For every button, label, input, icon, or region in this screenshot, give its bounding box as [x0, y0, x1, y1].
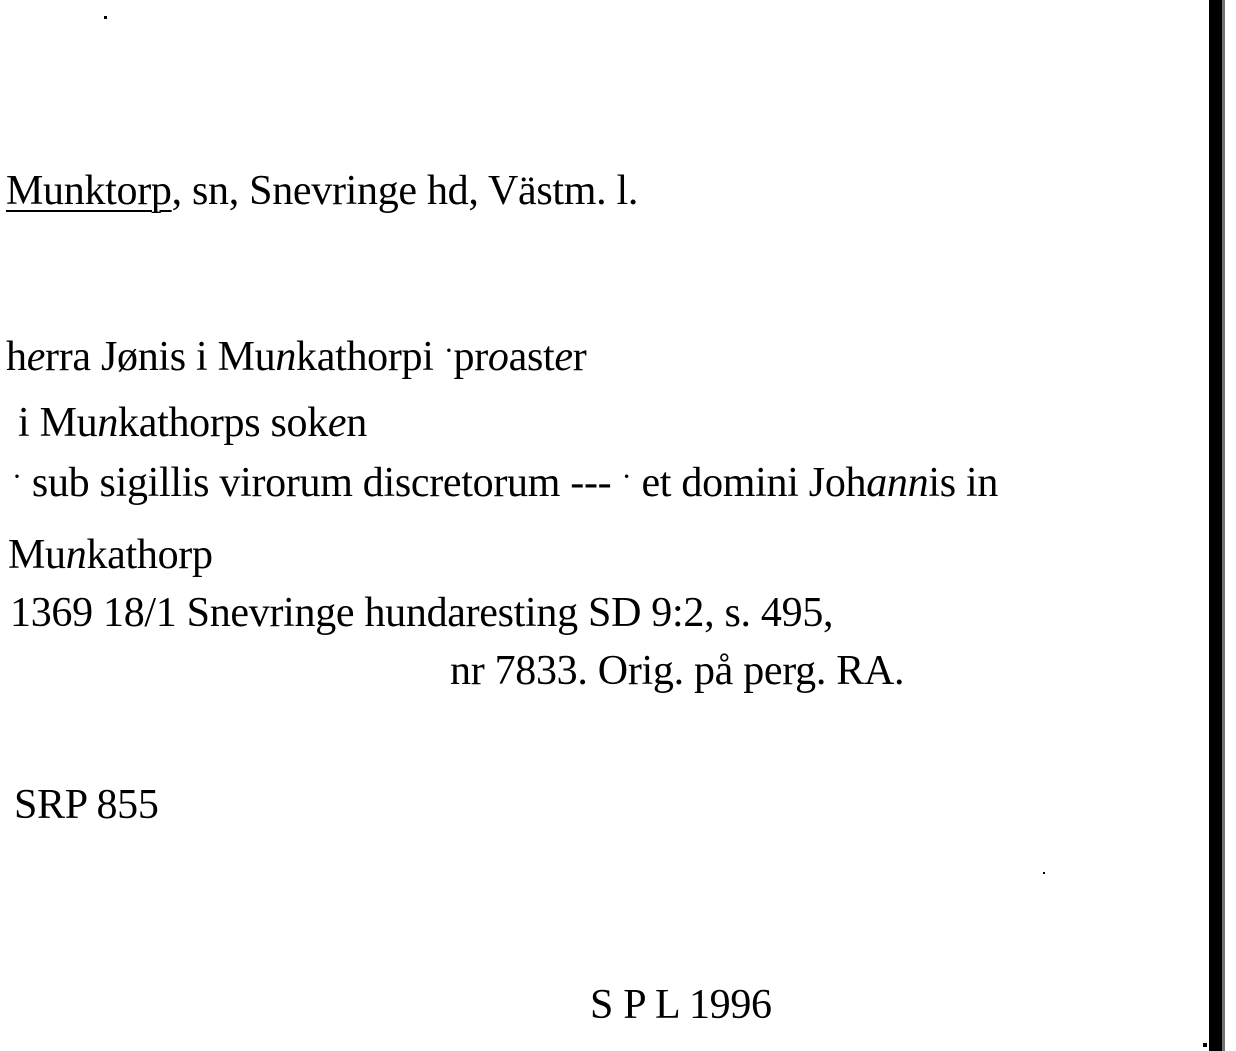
- text-fragment: rra Jønis i Mu: [45, 334, 276, 380]
- text-fragment: kathorpi: [296, 334, 444, 380]
- quote-line-3: [12, 462, 998, 504]
- raised-dot: ·: [443, 334, 454, 367]
- source-line-2: nr 7833. Orig. på perg. RA.: [450, 648, 905, 694]
- text-fragment: sub sigillis virorum discretorum ---: [21, 460, 622, 506]
- text-fragment: ast: [508, 334, 555, 380]
- place-name: Munktorp: [6, 168, 172, 214]
- place-description: , sn, Snevringe hd, Västm. l.: [171, 168, 639, 214]
- text-fragment: Mu: [8, 532, 66, 578]
- quote-line-2: [18, 402, 367, 444]
- expanded-abbreviation: e: [327, 400, 347, 446]
- heading-line: [6, 170, 638, 212]
- source-line-1: 1369 18/1 Snevringe hundaresting SD 9:2, s. 495,: [10, 590, 834, 636]
- text-fragment: kathorp: [86, 532, 213, 578]
- reference-code: SRP 855: [14, 782, 159, 828]
- expanded-abbreviation: e: [26, 334, 46, 380]
- expanded-abbreviation: n: [97, 400, 119, 446]
- scan-speck: [1203, 1043, 1207, 1047]
- expanded-abbreviation: ann: [866, 460, 929, 506]
- text-fragment: n: [346, 400, 367, 446]
- scan-speck: [104, 16, 107, 19]
- quote-line-1: [6, 336, 586, 378]
- expanded-abbreviation: o: [487, 334, 509, 380]
- card-edge-shadow: [1222, 0, 1225, 1051]
- expanded-abbreviation: n: [275, 334, 297, 380]
- text-fragment: kathorps sok: [118, 400, 328, 446]
- footer-signature: S P L 1996: [590, 982, 772, 1028]
- text-fragment: is in: [928, 460, 999, 506]
- scan-speck: [1043, 872, 1045, 874]
- quote-line-4: [8, 534, 213, 576]
- text-fragment: et domini Joh: [631, 460, 867, 506]
- text-fragment: pr: [453, 334, 488, 380]
- raised-dot: ·: [12, 460, 22, 493]
- expanded-abbreviation: e: [554, 334, 573, 380]
- raised-dot: ·: [621, 460, 632, 493]
- text-fragment: i Mu: [18, 400, 98, 446]
- expanded-abbreviation: n: [65, 532, 87, 578]
- text-fragment: h: [6, 334, 27, 380]
- card-edge-border: [1209, 0, 1222, 1051]
- text-fragment: r: [572, 334, 587, 380]
